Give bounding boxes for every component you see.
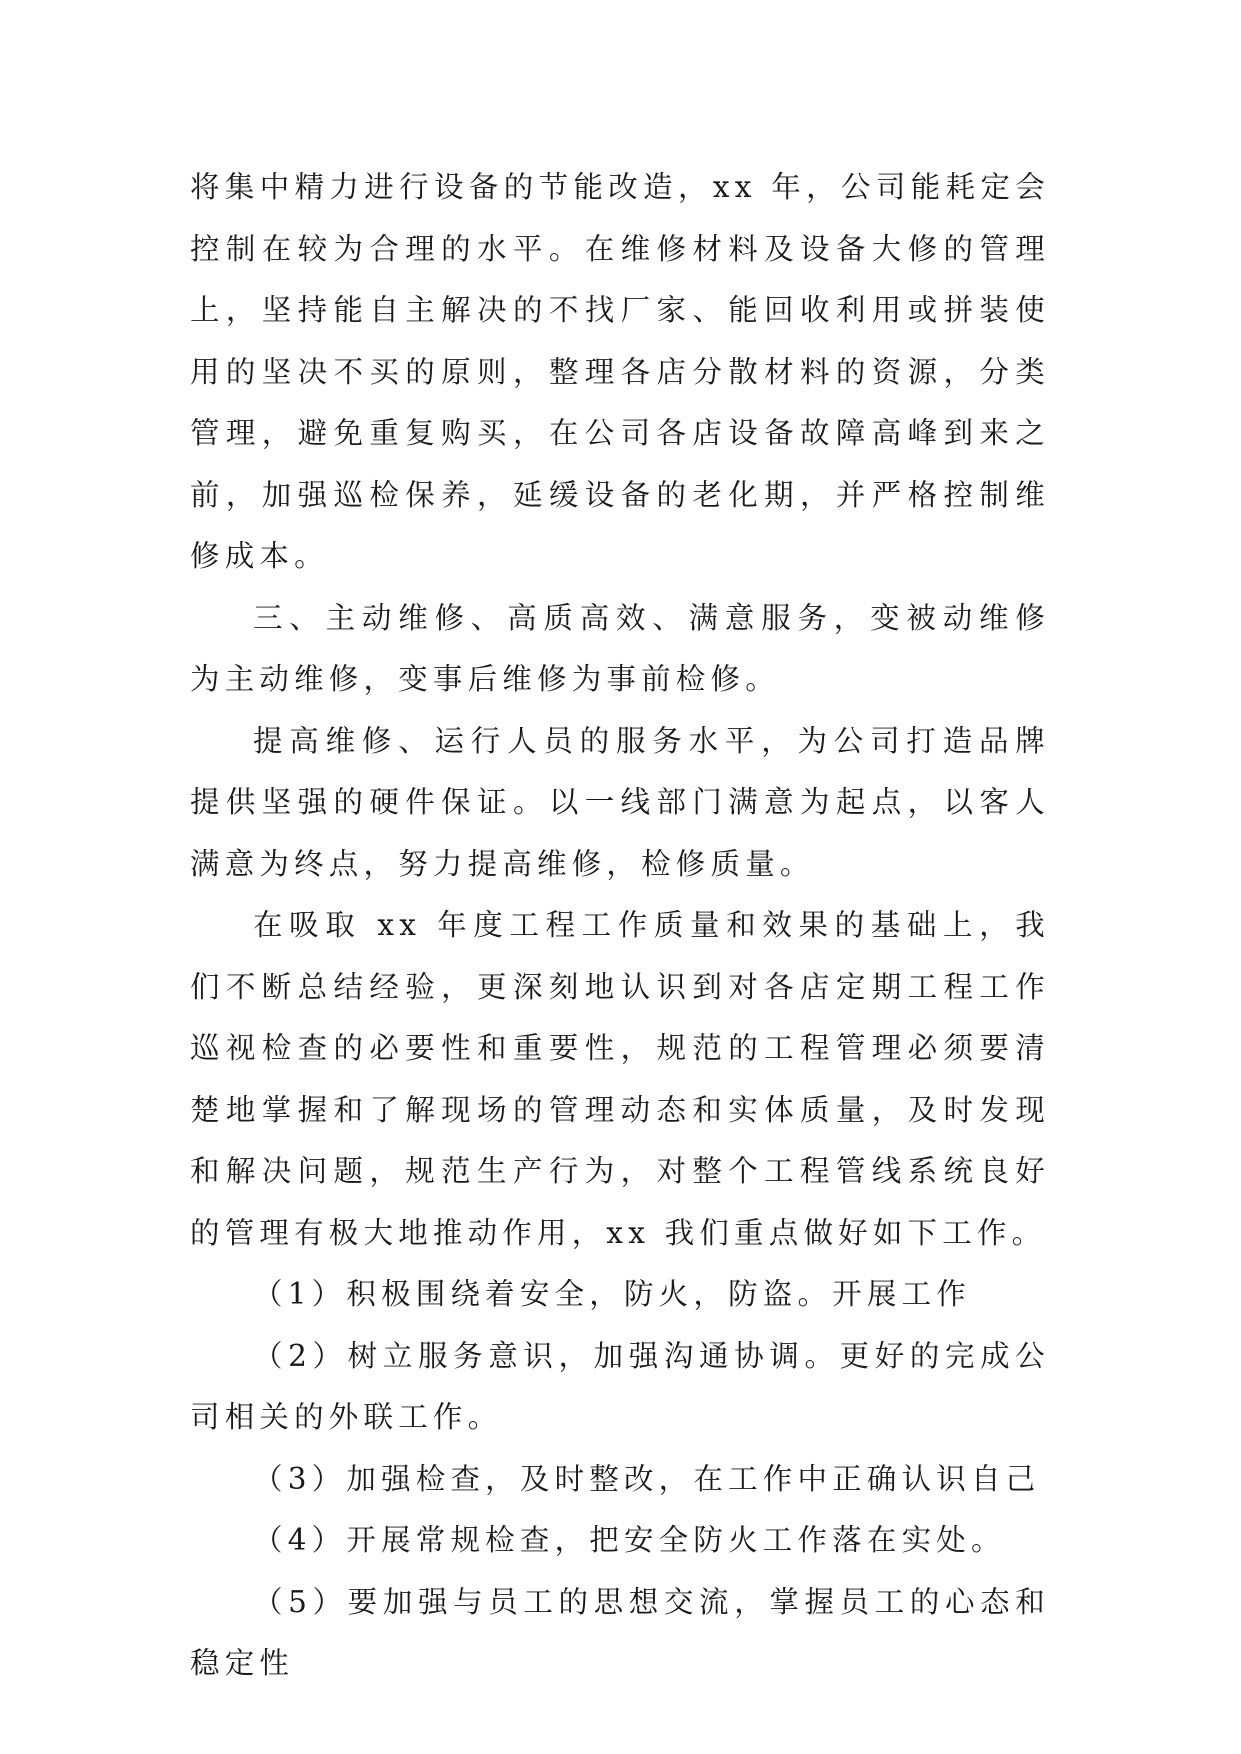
paragraph-1: 将集中精力进行设备的节能改造，xx 年，公司能耗定会控制在较为合理的水平。在维修材料及设备大修的管理上，坚持能自主解决的不找厂家、能回收利用或拼装使用的坚决不买的原则，整理各店分散材料的资源，分类管理，避免重复购买，在公司各店设备故障高峰到来之前，加强巡检保养，延缓设备的老化期，并严格控制维修成本。	[190, 170, 1050, 573]
paragraph-4: 在吸取 xx 年度工程工作质量和效果的基础上，我们不断总结经验，更深刻地认识到对各店定期工程工作巡视检查的必要性和重要性，规范的工程管理必须要清楚地掌握和了解现场的管理动态和实体质量，及时发现和解决问题，规范生产行为，对整个工程管线系统良好的管理有极大地推动作用，xx 我们重点做好如下工作。	[190, 908, 1050, 1250]
list-item-4: （4）开展常规检查，把安全防火工作落在实处。	[253, 1523, 1006, 1557]
list-item-2: （2）树立服务意识，加强沟通协调。更好的完成公司相关的外联工作。	[190, 1338, 1050, 1434]
list-item-3: （3）加强检查，及时整改，在工作中正确认识自己	[253, 1461, 1041, 1496]
paragraph-2: 三、主动维修、高质高效、满意服务，变被动维修为主动维修，变事后维修为事前检修。	[190, 600, 1050, 696]
list-item-5: （5）要加强与员工的思想交流，掌握员工的心态和稳定性	[190, 1584, 1050, 1680]
paragraph-3: 提高维修、运行人员的服务水平，为公司打造品牌提供坚强的硬件保证。以一线部门满意为起点，以客人满意为终点，努力提高维修，检修质量。	[190, 723, 1050, 881]
list-item-1: （1）积极围绕着安全，防火，防盗。开展工作	[253, 1277, 971, 1311]
document-body	[190, 157, 1050, 1695]
